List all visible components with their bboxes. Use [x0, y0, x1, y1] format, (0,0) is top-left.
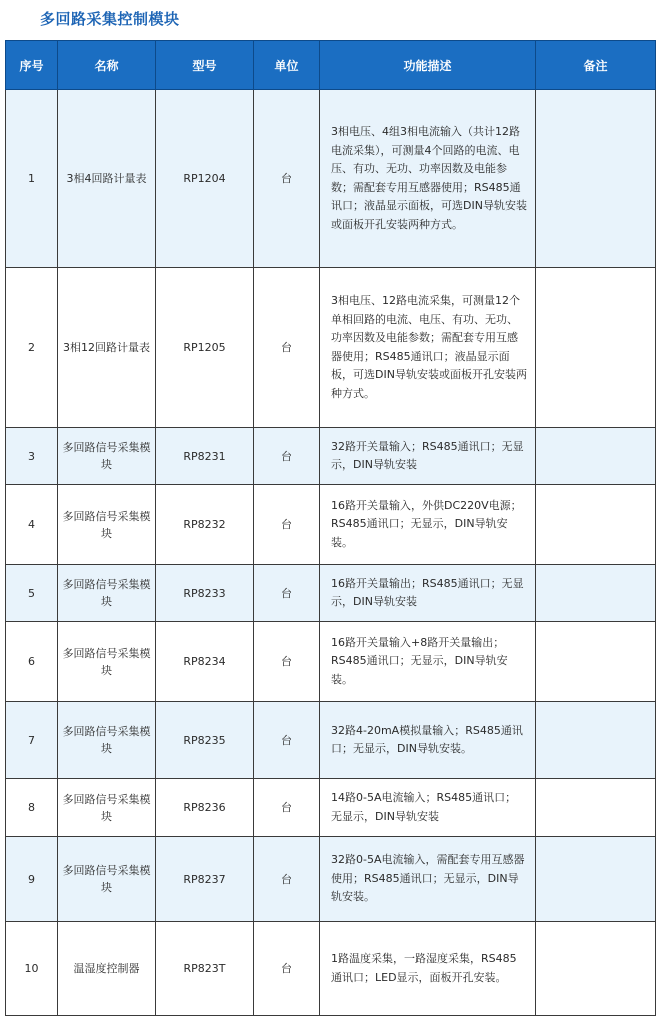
- cell-unit: 台: [254, 779, 320, 837]
- cell-no: 2: [6, 268, 58, 428]
- cell-unit: 台: [254, 565, 320, 622]
- cell-note: [536, 622, 656, 702]
- cell-model: RP8236: [156, 779, 254, 837]
- cell-model: RP8235: [156, 702, 254, 779]
- cell-name: 多回路信号采集模块: [58, 622, 156, 702]
- cell-desc: 14路0-5A电流输入；RS485通讯口；无显示，DIN导轨安装: [320, 779, 536, 837]
- cell-model: RP1205: [156, 268, 254, 428]
- cell-desc: 16路开关量输入，外供DC220V电源；RS485通讯口；无显示，DIN导轨安装。: [320, 485, 536, 565]
- table-row: [6, 565, 656, 622]
- cell-no: 6: [6, 622, 58, 702]
- cell-name: 多回路信号采集模块: [58, 702, 156, 779]
- table-row: [6, 622, 656, 702]
- cell-desc: 16路开关量输出；RS485通讯口；无显示，DIN导轨安装: [320, 565, 536, 622]
- cell-unit: 台: [254, 268, 320, 428]
- table-row: [6, 779, 656, 837]
- cell-note: [536, 90, 656, 268]
- table-row: [6, 428, 656, 485]
- cell-unit: 台: [254, 485, 320, 565]
- cell-name: 温湿度控制器: [58, 922, 156, 1016]
- header-name: 名称: [58, 41, 156, 90]
- table-row: [6, 837, 656, 922]
- cell-no: 8: [6, 779, 58, 837]
- cell-desc: 1路温度采集，一路湿度采集，RS485通讯口；LED显示，面板开孔安装。: [320, 922, 536, 1016]
- cell-desc: 3相电压、12路电流采集，可测量12个单相回路的电流、电压、有功、无功、功率因数及电能参数；需配套专用互感器使用；RS485通讯口；液晶显示面板，可选DIN导轨安装或面板开孔安装两种方式。: [320, 268, 536, 428]
- cell-unit: 台: [254, 702, 320, 779]
- cell-name: 多回路信号采集模块: [58, 837, 156, 922]
- table-row: [6, 922, 656, 1016]
- cell-name: 多回路信号采集模块: [58, 485, 156, 565]
- cell-model: RP8234: [156, 622, 254, 702]
- page-title: 多回路采集控制模块: [40, 10, 180, 28]
- cell-note: [536, 779, 656, 837]
- cell-unit: 台: [254, 622, 320, 702]
- cell-unit: 台: [254, 428, 320, 485]
- cell-name: 多回路信号采集模块: [58, 565, 156, 622]
- header-model: 型号: [156, 41, 254, 90]
- cell-model: RP8237: [156, 837, 254, 922]
- cell-note: [536, 485, 656, 565]
- header-unit: 单位: [254, 41, 320, 90]
- table-row: [6, 702, 656, 779]
- cell-desc: 32路4-20mA模拟量输入；RS485通讯口；无显示，DIN导轨安装。: [320, 702, 536, 779]
- header-note: 备注: [536, 41, 656, 90]
- cell-desc: 32路开关量输入；RS485通讯口；无显示，DIN导轨安装: [320, 428, 536, 485]
- cell-model: RP8231: [156, 428, 254, 485]
- cell-model: RP8233: [156, 565, 254, 622]
- cell-model: RP1204: [156, 90, 254, 268]
- cell-no: 4: [6, 485, 58, 565]
- cell-unit: 台: [254, 837, 320, 922]
- cell-no: 9: [6, 837, 58, 922]
- cell-no: 10: [6, 922, 58, 1016]
- header-no: 序号: [6, 41, 58, 90]
- table-row: [6, 485, 656, 565]
- cell-no: 5: [6, 565, 58, 622]
- cell-name: 多回路信号采集模块: [58, 779, 156, 837]
- cell-name: 3相12回路计量表: [58, 268, 156, 428]
- cell-note: [536, 428, 656, 485]
- cell-note: [536, 922, 656, 1016]
- cell-name: 3相4回路计量表: [58, 90, 156, 268]
- cell-model: RP8232: [156, 485, 254, 565]
- header-desc: 功能描述: [320, 41, 536, 90]
- cell-desc: 16路开关量输入+8路开关量输出；RS485通讯口；无显示，DIN导轨安装。: [320, 622, 536, 702]
- cell-note: [536, 837, 656, 922]
- cell-name: 多回路信号采集模块: [58, 428, 156, 485]
- cell-no: 7: [6, 702, 58, 779]
- cell-unit: 台: [254, 90, 320, 268]
- cell-desc: 32路0-5A电流输入，需配套专用互感器使用；RS485通讯口；无显示，DIN导轨安装。: [320, 837, 536, 922]
- cell-unit: 台: [254, 922, 320, 1016]
- product-table: [5, 40, 656, 1016]
- cell-note: [536, 702, 656, 779]
- cell-note: [536, 268, 656, 428]
- cell-no: 3: [6, 428, 58, 485]
- table-header-row: [6, 41, 656, 90]
- table-row: [6, 268, 656, 428]
- cell-note: [536, 565, 656, 622]
- table-row: [6, 90, 656, 268]
- cell-no: 1: [6, 90, 58, 268]
- cell-model: RP823T: [156, 922, 254, 1016]
- cell-desc: 3相电压、4组3相电流输入（共计12路电流采集），可测量4个回路的电流、电压、有功、无功、功率因数及电能参数；需配套专用互感器使用；RS485通讯口；液晶显示面板，可选DIN导轨安装或面板开孔安装两种方式。: [320, 90, 536, 268]
